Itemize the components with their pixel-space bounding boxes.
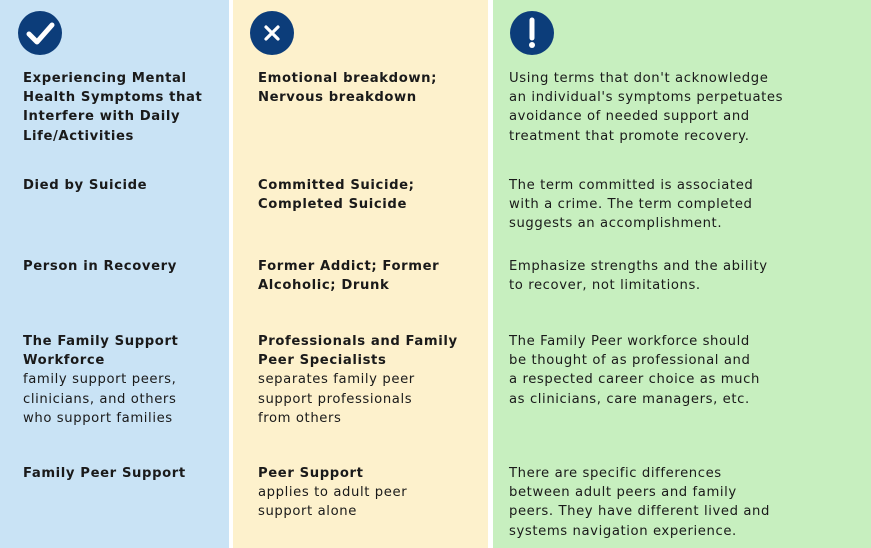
text-line: a respected career choice as much (509, 372, 760, 388)
text-line: support alone (258, 504, 357, 520)
bold-line: Workforce (23, 353, 105, 369)
text-line: peers. They have different lived and (509, 504, 770, 520)
text-line: support professionals (258, 391, 413, 407)
text-line: The Family Peer workforce should (509, 334, 750, 349)
bold-line: Life/Activities (23, 128, 135, 144)
text-line: with a crime. The term completed (509, 197, 753, 213)
bold-line: Experiencing Mental (23, 71, 187, 86)
bold-line: The Family Support (23, 334, 179, 349)
text-line: avoidance of needed support and (509, 109, 750, 125)
row-3-avoid-cell (258, 257, 439, 295)
row-3-why-cell (509, 257, 768, 295)
text-line: family support peers, (23, 372, 177, 388)
row-5-use-cell (23, 464, 186, 483)
text-line: Emphasize strengths and the ability (509, 259, 768, 274)
bold-line: Former Addict; Former (258, 259, 440, 274)
text-line: separates family peer (258, 372, 415, 388)
exclamation-icon (510, 11, 554, 55)
bold-line: Emotional breakdown; (258, 71, 437, 86)
bold-line: Professionals and Family (258, 334, 458, 349)
column-avoid-these-terms (233, 0, 488, 548)
bold-line: Peer Specialists (258, 353, 387, 369)
row-1-why-cell (509, 69, 783, 146)
bold-line: Person in Recovery (23, 259, 177, 274)
bold-line: Completed Suicide (258, 197, 407, 213)
row-1-avoid-cell (258, 69, 437, 107)
row-4-use-cell (23, 332, 178, 428)
row-5-why-cell (509, 464, 770, 541)
text-line: be thought of as professional and (509, 353, 751, 369)
x-mark-icon (250, 11, 294, 55)
text-line: applies to adult peer (258, 485, 408, 501)
bold-line: Peer Support (258, 466, 364, 481)
row-1-use-cell (23, 69, 202, 146)
row-2-use-cell (23, 176, 147, 195)
text-line: to recover, not limitations. (509, 278, 701, 294)
bold-line: Alcoholic; Drunk (258, 278, 390, 294)
text-line: who support families (23, 410, 173, 426)
bold-line: Committed Suicide; (258, 178, 415, 193)
row-2-avoid-cell (258, 176, 415, 214)
bold-line: Nervous breakdown (258, 90, 417, 106)
bold-line: Family Peer Support (23, 466, 186, 481)
text-line: There are specific differences (509, 466, 722, 481)
text-line: as clinicians, care managers, etc. (509, 391, 750, 407)
text-line: between adult peers and family (509, 485, 737, 501)
text-line: clinicians, and others (23, 391, 177, 407)
checkmark-icon (18, 11, 62, 55)
bold-line: Died by Suicide (23, 178, 148, 193)
row-4-why-cell (509, 332, 760, 409)
column-explanation (493, 0, 871, 548)
text-line: systems navigation experience. (509, 523, 737, 539)
text-line: from others (258, 410, 342, 426)
text-line: The term committed is associated (509, 178, 754, 193)
row-4-avoid-cell (258, 332, 458, 428)
bold-line: Health Symptoms that (23, 90, 203, 106)
bold-line: Interfere with Daily (23, 109, 181, 125)
column-use-these-terms (0, 0, 229, 548)
text-line: treatment that promote recovery. (509, 128, 750, 144)
row-3-use-cell (23, 257, 177, 276)
text-line: an individual's symptoms perpetuates (509, 90, 784, 106)
text-line: Using terms that don't acknowledge (509, 71, 769, 86)
text-line: suggests an accomplishment. (509, 216, 723, 232)
row-2-why-cell (509, 176, 753, 234)
row-5-avoid-cell (258, 464, 407, 522)
